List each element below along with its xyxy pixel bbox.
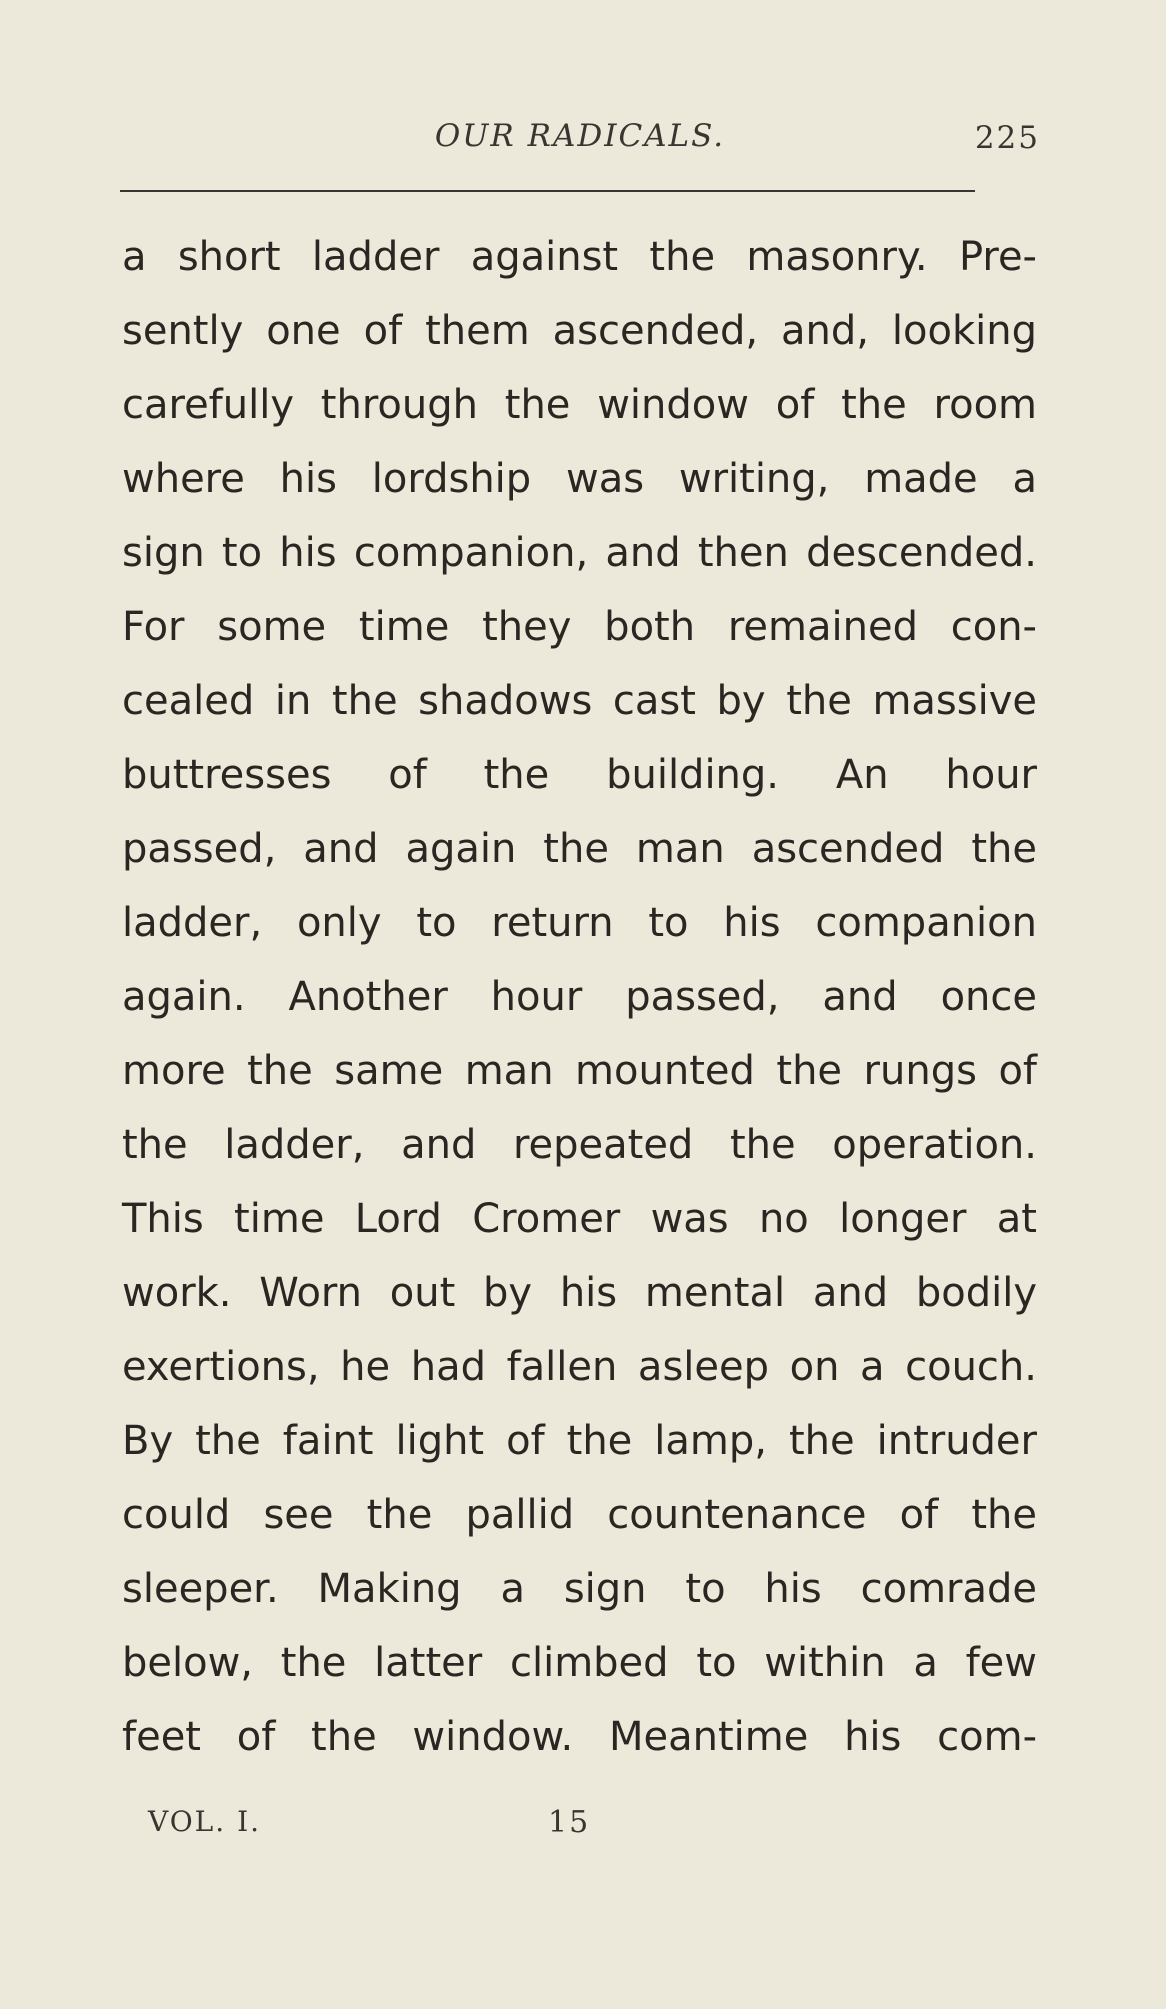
gathering-number: 15 — [548, 1805, 591, 1840]
text-line: a short ladder against the masonry. Pre- — [122, 234, 1037, 280]
volume-label: VOL. I. — [148, 1805, 262, 1838]
text-line: carefully through the window of the room — [122, 382, 1037, 428]
text-line: again. Another hour passed, and once — [122, 974, 1037, 1020]
text-line: more the same man mounted the rungs of — [122, 1048, 1037, 1094]
text-line: ladder, only to return to his companion — [122, 900, 1037, 946]
text-line: sently one of them ascended, and, looking — [122, 308, 1037, 354]
header-rule — [120, 190, 975, 192]
text-line: cealed in the shadows cast by the massive — [122, 678, 1037, 724]
text-line: buttresses of the building. An hour — [122, 752, 1037, 798]
text-line: work. Worn out by his mental and bodily — [122, 1270, 1037, 1316]
running-head-title: OUR RADICALS. — [434, 118, 726, 154]
signature-mark — [148, 1805, 948, 1855]
text-line: where his lordship was writing, made a — [122, 456, 1037, 502]
text-line: could see the pallid countenance of the — [122, 1492, 1037, 1538]
body-text — [122, 220, 1037, 1774]
text-line: the ladder, and repeated the operation. — [122, 1122, 1037, 1168]
text-line: feet of the window. Meantime his com- — [122, 1714, 1037, 1760]
text-line: sign to his companion, and then descended. — [122, 530, 1037, 576]
text-line: sleeper. Making a sign to his comrade — [122, 1566, 1037, 1612]
text-line: For some time they both remained con- — [122, 604, 1037, 650]
text-line: By the faint light of the lamp, the intruder — [122, 1418, 1037, 1464]
text-line: below, the latter climbed to within a few — [122, 1640, 1037, 1686]
page-number: 225 — [974, 120, 1040, 156]
text-line: This time Lord Cromer was no longer at — [122, 1196, 1037, 1242]
text-line: exertions, he had fallen asleep on a couch. — [122, 1344, 1037, 1390]
text-line: passed, and again the man ascended the — [122, 826, 1037, 872]
running-head — [120, 118, 1040, 168]
